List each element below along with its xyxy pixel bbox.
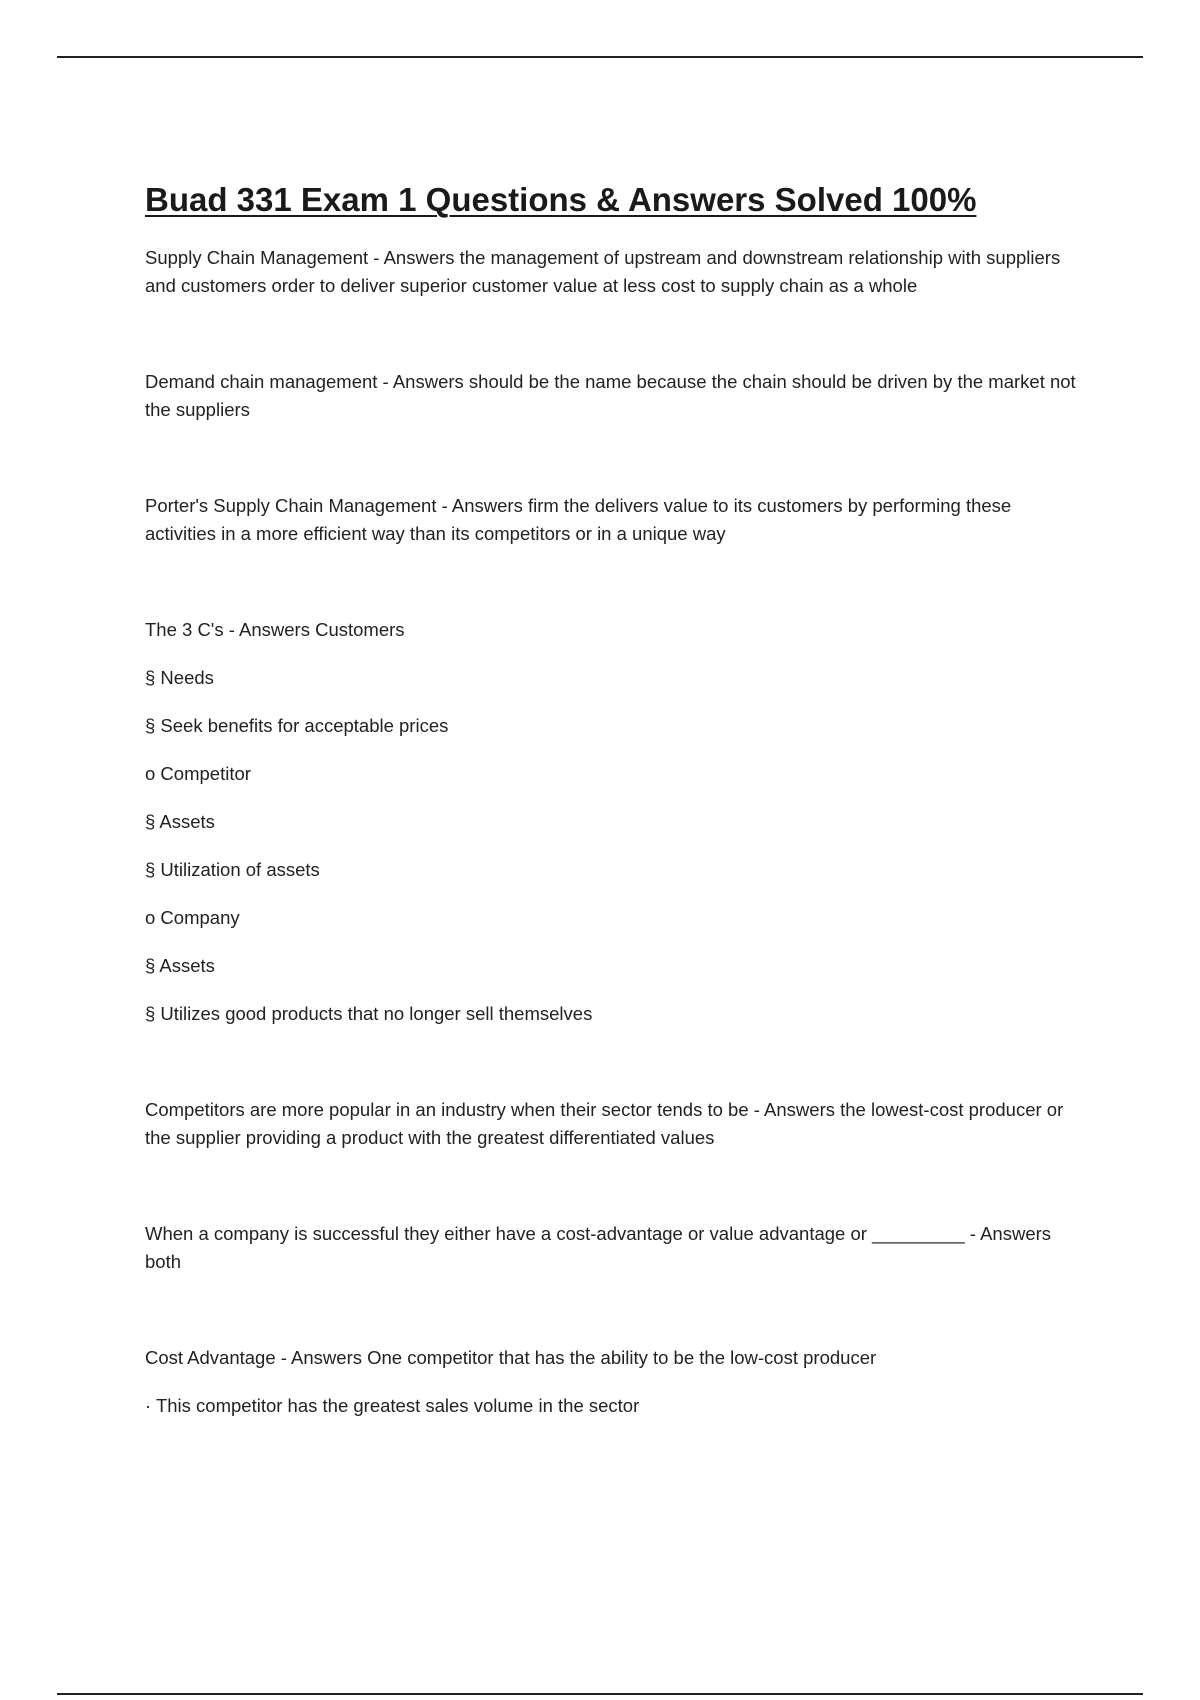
list-item: The 3 C's - Answers Customers: [145, 619, 405, 640]
list-item: Cost Advantage - Answers One competitor that has the ability to be the low-cost producer: [145, 1347, 877, 1368]
list-item: § Utilizes good products that no longer sell themselves: [145, 1003, 593, 1024]
footer-rule: [57, 1693, 1143, 1695]
list-item: § Assets: [145, 955, 215, 976]
list-item: § Utilization of assets: [145, 859, 320, 880]
qa-company-successful: When a company is successful they either have a cost-advantage or value advantage or _________ - Answers both: [145, 1223, 1052, 1272]
qa-porters-supply-chain: Porter's Supply Chain Management - Answers firm the delivers value to its customers by performing these activities in a more efficient way than its competitors or in a unique way: [145, 495, 1012, 544]
list-item: o Company: [145, 907, 240, 928]
qa-demand-chain-management: Demand chain management - Answers should be the name because the chain should be driven by the market not the suppliers: [145, 371, 1076, 420]
list-item: · This competitor has the greatest sales volume in the sector: [145, 1395, 640, 1416]
list-item: o Competitor: [145, 763, 251, 784]
list-item: § Needs: [145, 667, 214, 688]
qa-cost-advantage: [145, 1344, 1085, 1420]
qa-three-cs: [145, 616, 1085, 1028]
list-item: § Seek benefits for acceptable prices: [145, 715, 449, 736]
qa-competitors-popular: Competitors are more popular in an industry when their sector tends to be - Answers the lowest-cost producer or the supplier providing a product with the greatest differentiated values: [145, 1099, 1064, 1148]
document-title: Buad 331 Exam 1 Questions & Answers Solved 100%: [145, 181, 977, 218]
document-body: [145, 178, 1085, 1420]
list-item: § Assets: [145, 811, 215, 832]
header-rule: [57, 56, 1143, 58]
qa-supply-chain-management: Supply Chain Management - Answers the management of upstream and downstream relationship with suppliers and customers order to deliver superior customer value at less cost to supply chain as a whole: [145, 247, 1061, 296]
